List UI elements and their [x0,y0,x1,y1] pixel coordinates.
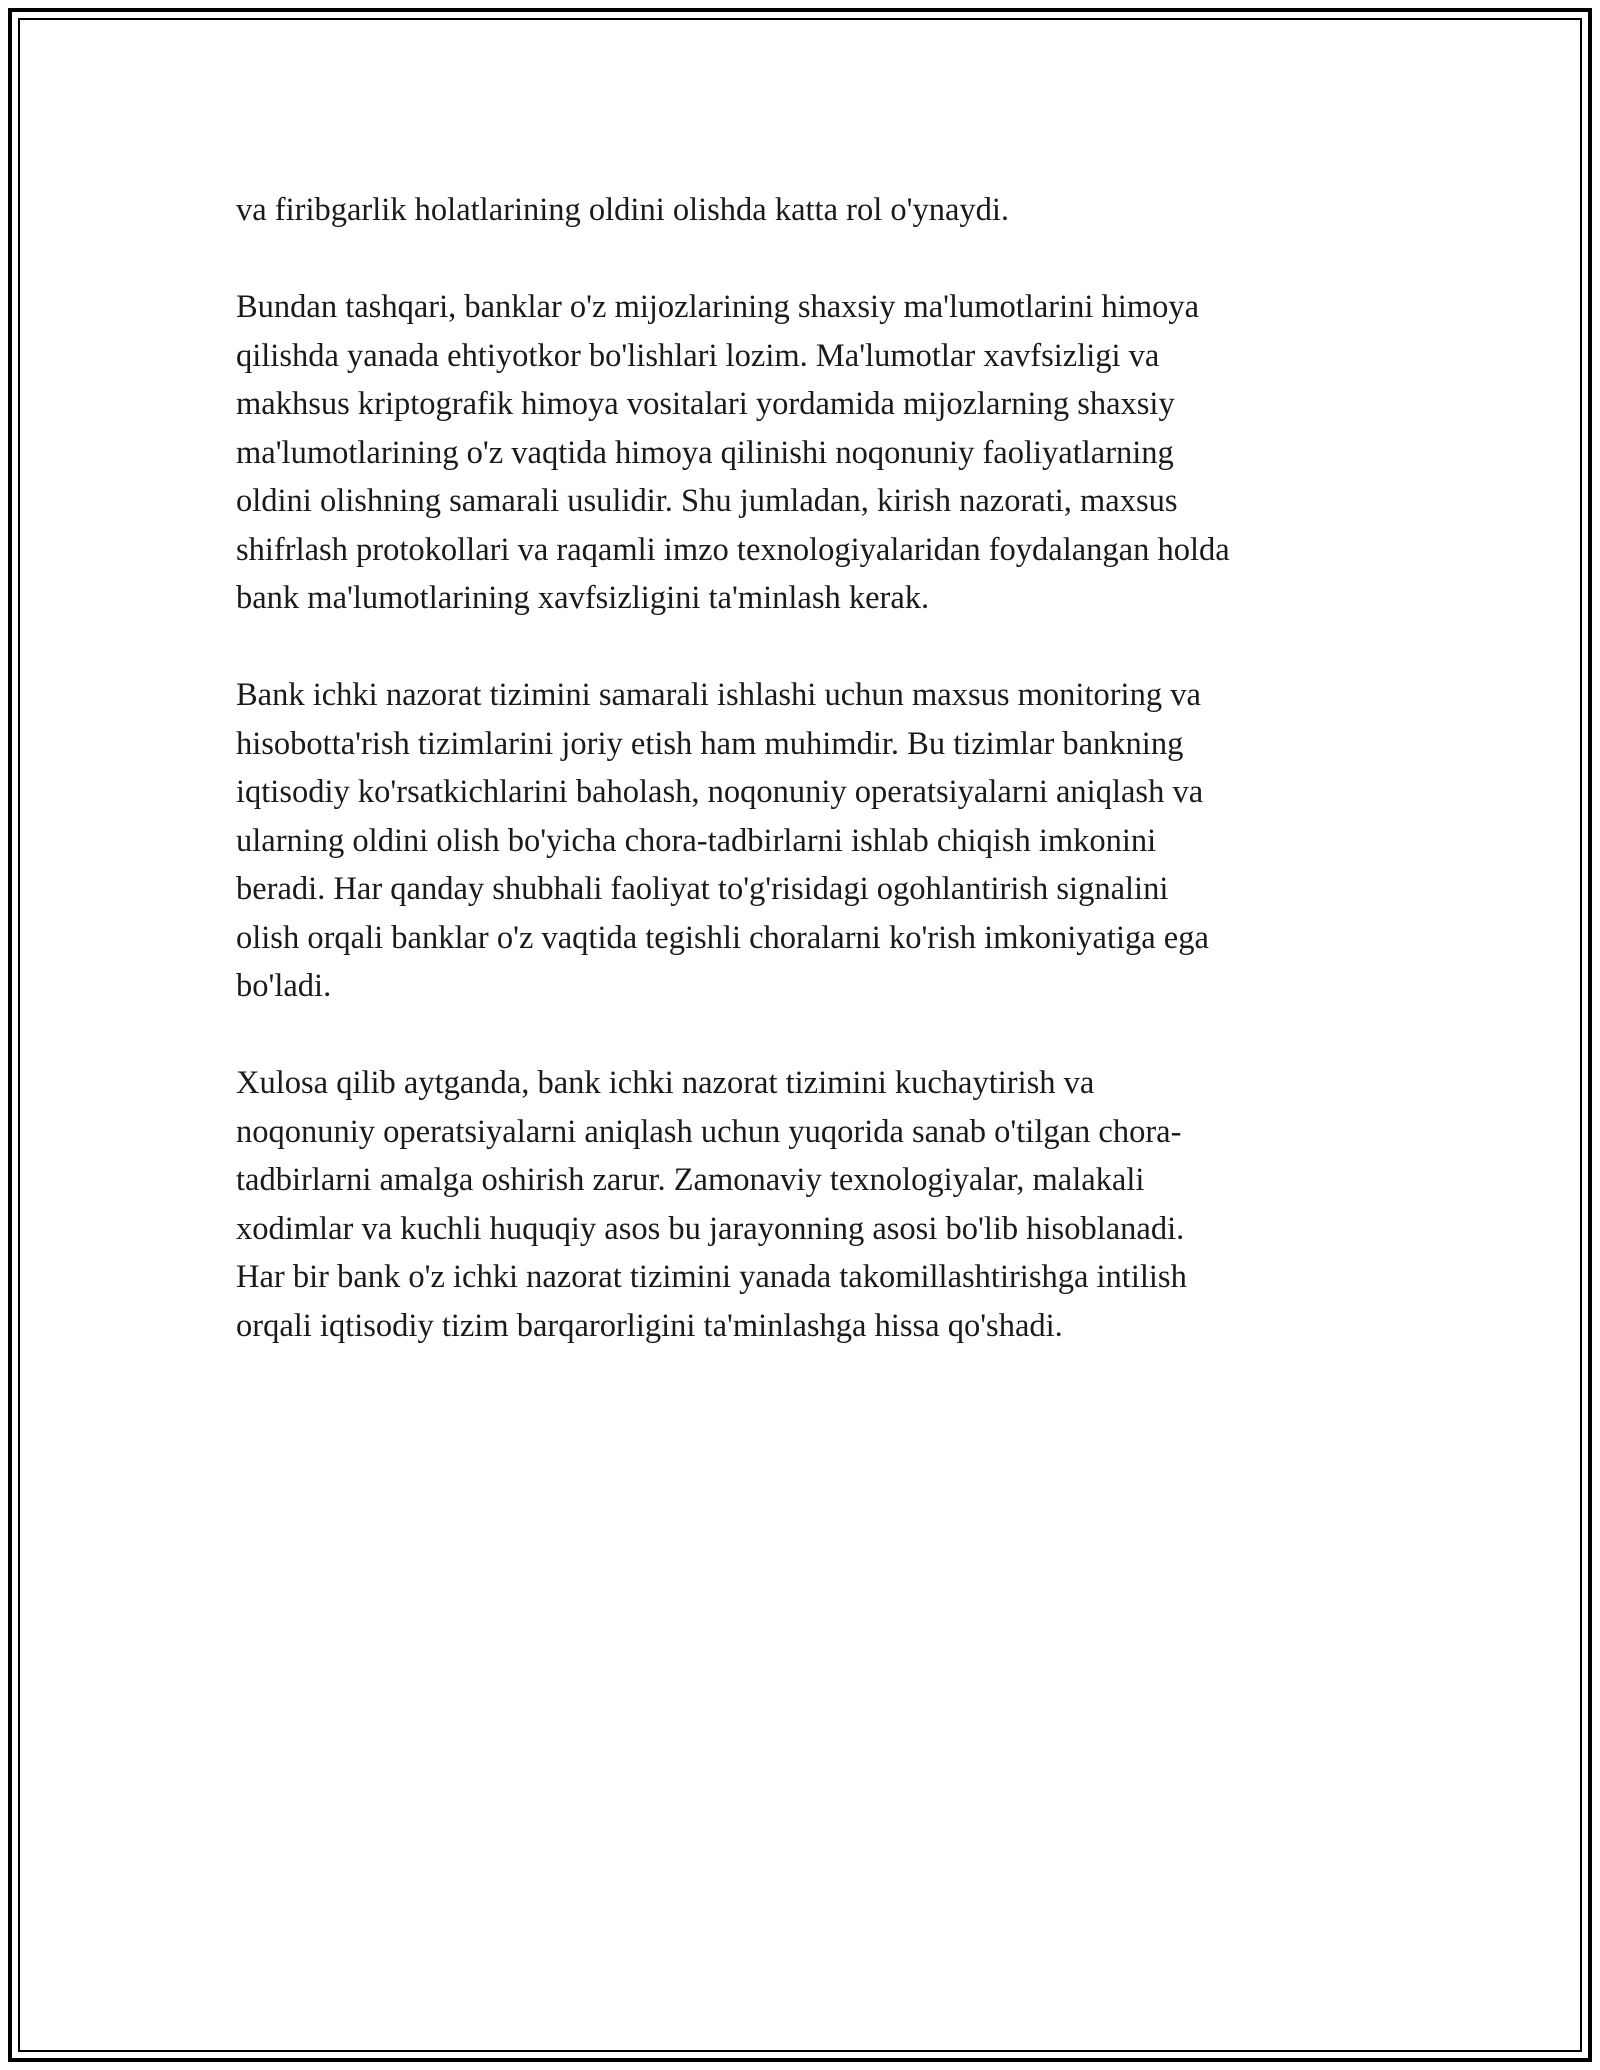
document-body [236,186,1366,1399]
paragraph-continuation: va firibgarlik holatlarining oldini olishda katta rol o'ynaydi. [236,192,1010,228]
paragraph-data-security: Bundan tashqari, banklar o'z mijozlarining shaxsiy ma'lumotlarini himoya qilishda yanada ehtiyotkor bo'lishlari lozim. Ma'lumotlar xavfsizligi va makhsus kriptografik himoya vositalari yordamida mijozlarning shaxsiy ma'lumotlarining o'z vaqtida himoya qilinishi noqonuniy faoliyatlarning oldini olishning samarali usulidir. Shu jumladan, kirish nazorati, maxsus shifrlash protokollari va raqamli imzo texnologiyalaridan foydalangan holda bank ma'lumotlarining xavfsizligini ta'minlash kerak. [236,289,1230,616]
paragraph-conclusion: Xulosa qilib aytganda, bank ichki nazorat tizimini kuchaytirish va noqonuniy operatsiyalarni aniqlash uchun yuqorida sanab o'tilgan chora- tadbirlarni amalga oshirish zarur. Zamonaviy texnologiyalar, malakali xodimlar va kuchli huquqiy asos bu jarayonning asosi bo'lib hisoblanadi. Har bir bank o'z ichki nazorat tizimini yanada takomillashtirishga intilish orqali iqtisodiy tizim barqarorligini ta'minlashga hissa qo'shadi. [236,1065,1187,1344]
paragraph-monitoring: Bank ichki nazorat tizimini samarali ishlashi uchun maxsus monitoring va hisobotta'rish tizimlarini joriy etish ham muhimdir. Bu tizimlar bankning iqtisodiy ko'rsatkichlarini baholash, noqonuniy operatsiyalarni aniqlash va ularning oldini olish bo'yicha chora-tadbirlarni ishlab chiqish imkonini beradi. Har qanday shubhali faoliyat to'g'risidagi ogohlantirish signalini olish orqali banklar o'z vaqtida tegishli choralarni ko'rish imkoniyatiga ega bo'ladi. [236,677,1209,1004]
